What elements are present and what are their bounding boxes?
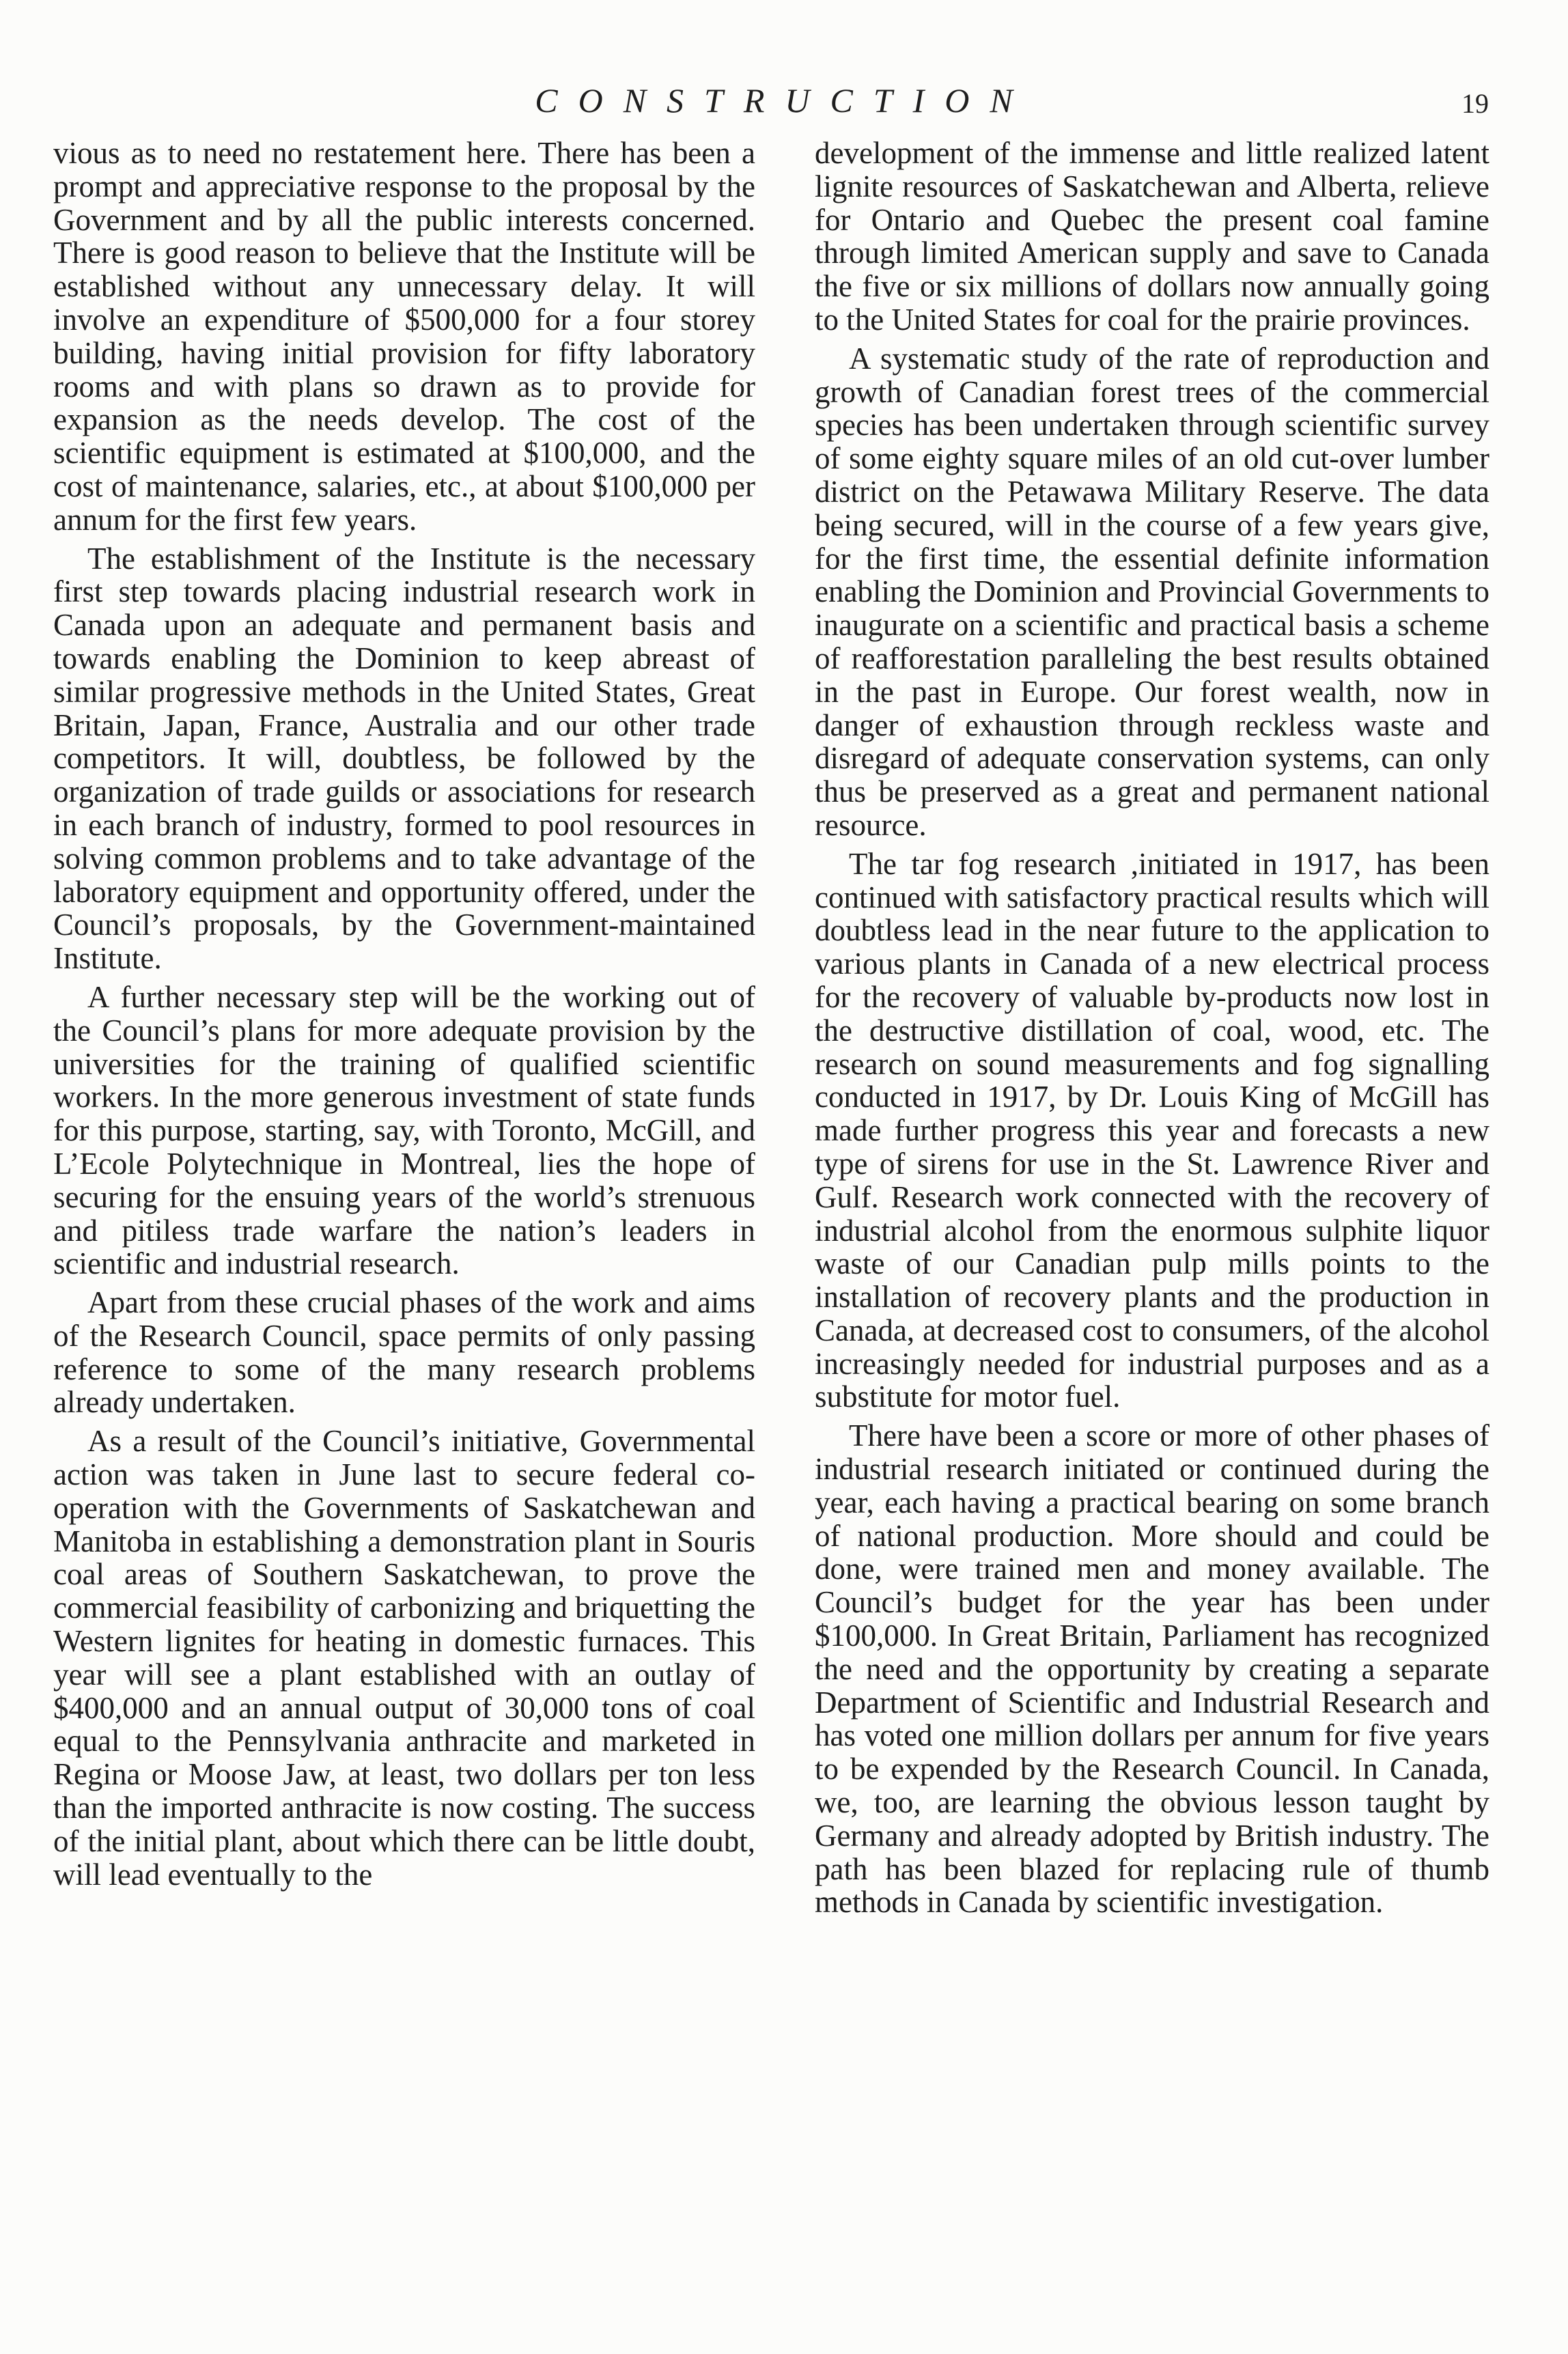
paragraph: A further necessary step will be the working out of the Council’s plans for more adequate provision by the universities for the training of qualified scientific workers. In the more generous investment of state funds for this purpose, starting, say, with Toronto, McGill, and L’Ecole Polytechnique in Montreal, lies the hope of securing for the ensuing years of the world’s strenuous and pitiless trade warfare the nation’s leaders in scientific and industrial research. [53, 979, 755, 1281]
right-column [815, 137, 1489, 1924]
paragraph: A systematic study of the rate of reproduction and growth of Canadian forest trees of the commercial species has been undertaken through scientific survey of some eighty square miles of an old cut-over lumber district on the Petawawa Military Reserve. The data being secured, will in the course of a few years give, for the first time, the essential definite information enabling the Dominion and Provincial Governments to inaugurate on a scientific and practical basis a scheme of reafforestation paralleling the best results obtained in the past in Europe. Our forest wealth, now in danger of exhaustion through reckless waste and disregard of adequate conservation systems, can only thus be preserved as a great and permanent national resource. [815, 341, 1489, 842]
paragraph: development of the immense and little realized latent lignite resources of Saskatchewan and Alberta, relieve for Ontario and Quebec the present coal famine through limited American supply and save to Canada the five or six millions of dollars now annually going to the United States for coal for the prairie provinces. [815, 136, 1489, 337]
paragraph: There have been a score or more of other phases of industrial research initiated or continued during the year, each having a practical bearing on some branch of national production. More should and could be done, were trained men and money available. The Council’s budget for the year has been under $100,000. In Great Britain, Parliament has recognized the need and the opportunity by creating a separate Department of Scientific and Industrial Research and has voted one million dollars per annum for five years to be expended by the Research Council. In Canada, we, too, are learning the obvious lesson taught by Germany and already adopted by British industry. The path has been blazed for replacing rule of thumb methods in Canada by scientific investigation. [815, 1418, 1489, 1920]
paragraph: The establishment of the Institute is the necessary first step towards placing industrial research work in Canada upon an adequate and permanent basis and towards enabling the Dominion to keep abreast of similar progressive methods in the United States, Great Britain, Japan, France, Australia and our other trade competitors. It will, doubtless, be followed by the organization of trade guilds or associations for research in each branch of industry, formed to pool resources in solving common problems and to take advantage of the laboratory equipment and opportunity offered, under the Council’s proposals, by the Government-maintained Institute. [53, 541, 755, 976]
left-column [53, 137, 755, 1896]
running-header: CONSTRUCTION [535, 81, 1033, 120]
paragraph: vious as to need no restatement here. There has been a prompt and appreciative response to the proposal by the Government and by all the public interests concerned. There is good reason to believe that the Institute will be established without any unnecessary delay. It will involve an expenditure of $500,000 for a four storey building, having initial provision for fifty laboratory rooms and with plans so drawn as to provide for expansion as the needs develop. The cost of the scientific equipment is estimated at $100,000, and the cost of maintenance, salaries, etc., at about $100,000 per annum for the first few years. [53, 136, 755, 537]
page-number: 19 [1461, 88, 1489, 119]
paragraph: As a result of the Council’s initiative, Governmental action was taken in June last to secure federal co-operation with the Governments of Saskatchewan and Manitoba in establishing a demonstration plant in Souris coal areas of Southern Saskatchewan, to prove the commercial feasibility of carbonizing and briquetting the Western lignites for heating in domestic furnaces. This year will see a plant established with an outlay of $400,000 and an annual output of 30,000 tons of coal equal to the Pennsylvania anthracite and marketed in Regina or Moose Jaw, at least, two dollars per ton less than the imported anthracite is now costing. The success of the initial plant, about which there can be little doubt, will lead eventually to the [53, 1424, 755, 1892]
paragraph: Apart from these crucial phases of the work and aims of the Research Council, space permits of only passing reference to some of the many research problems already undertaken. [53, 1285, 755, 1420]
paragraph: The tar fog research ,initiated in 1917, has been continued with satisfactory practical results which will doubtless lead in the near future to the application to various plants in Canada of a new electrical process for the recovery of valuable by-products now lost in the destructive distillation of coal, wood, etc. The research on sound measurements and fog signalling conducted in 1917, by Dr. Louis King of McGill has made further progress this year and forecasts a new type of sirens for use in the St. Lawrence River and Gulf. Research work connected with the recovery of industrial alcohol from the enormous sulphite liquor waste of our Canadian pulp mills points to the installation of recovery plants and the production in Canada, at decreased cost to consumers, of the alcohol increasingly needed for industrial purposes and as a substitute for motor fuel. [815, 846, 1489, 1414]
